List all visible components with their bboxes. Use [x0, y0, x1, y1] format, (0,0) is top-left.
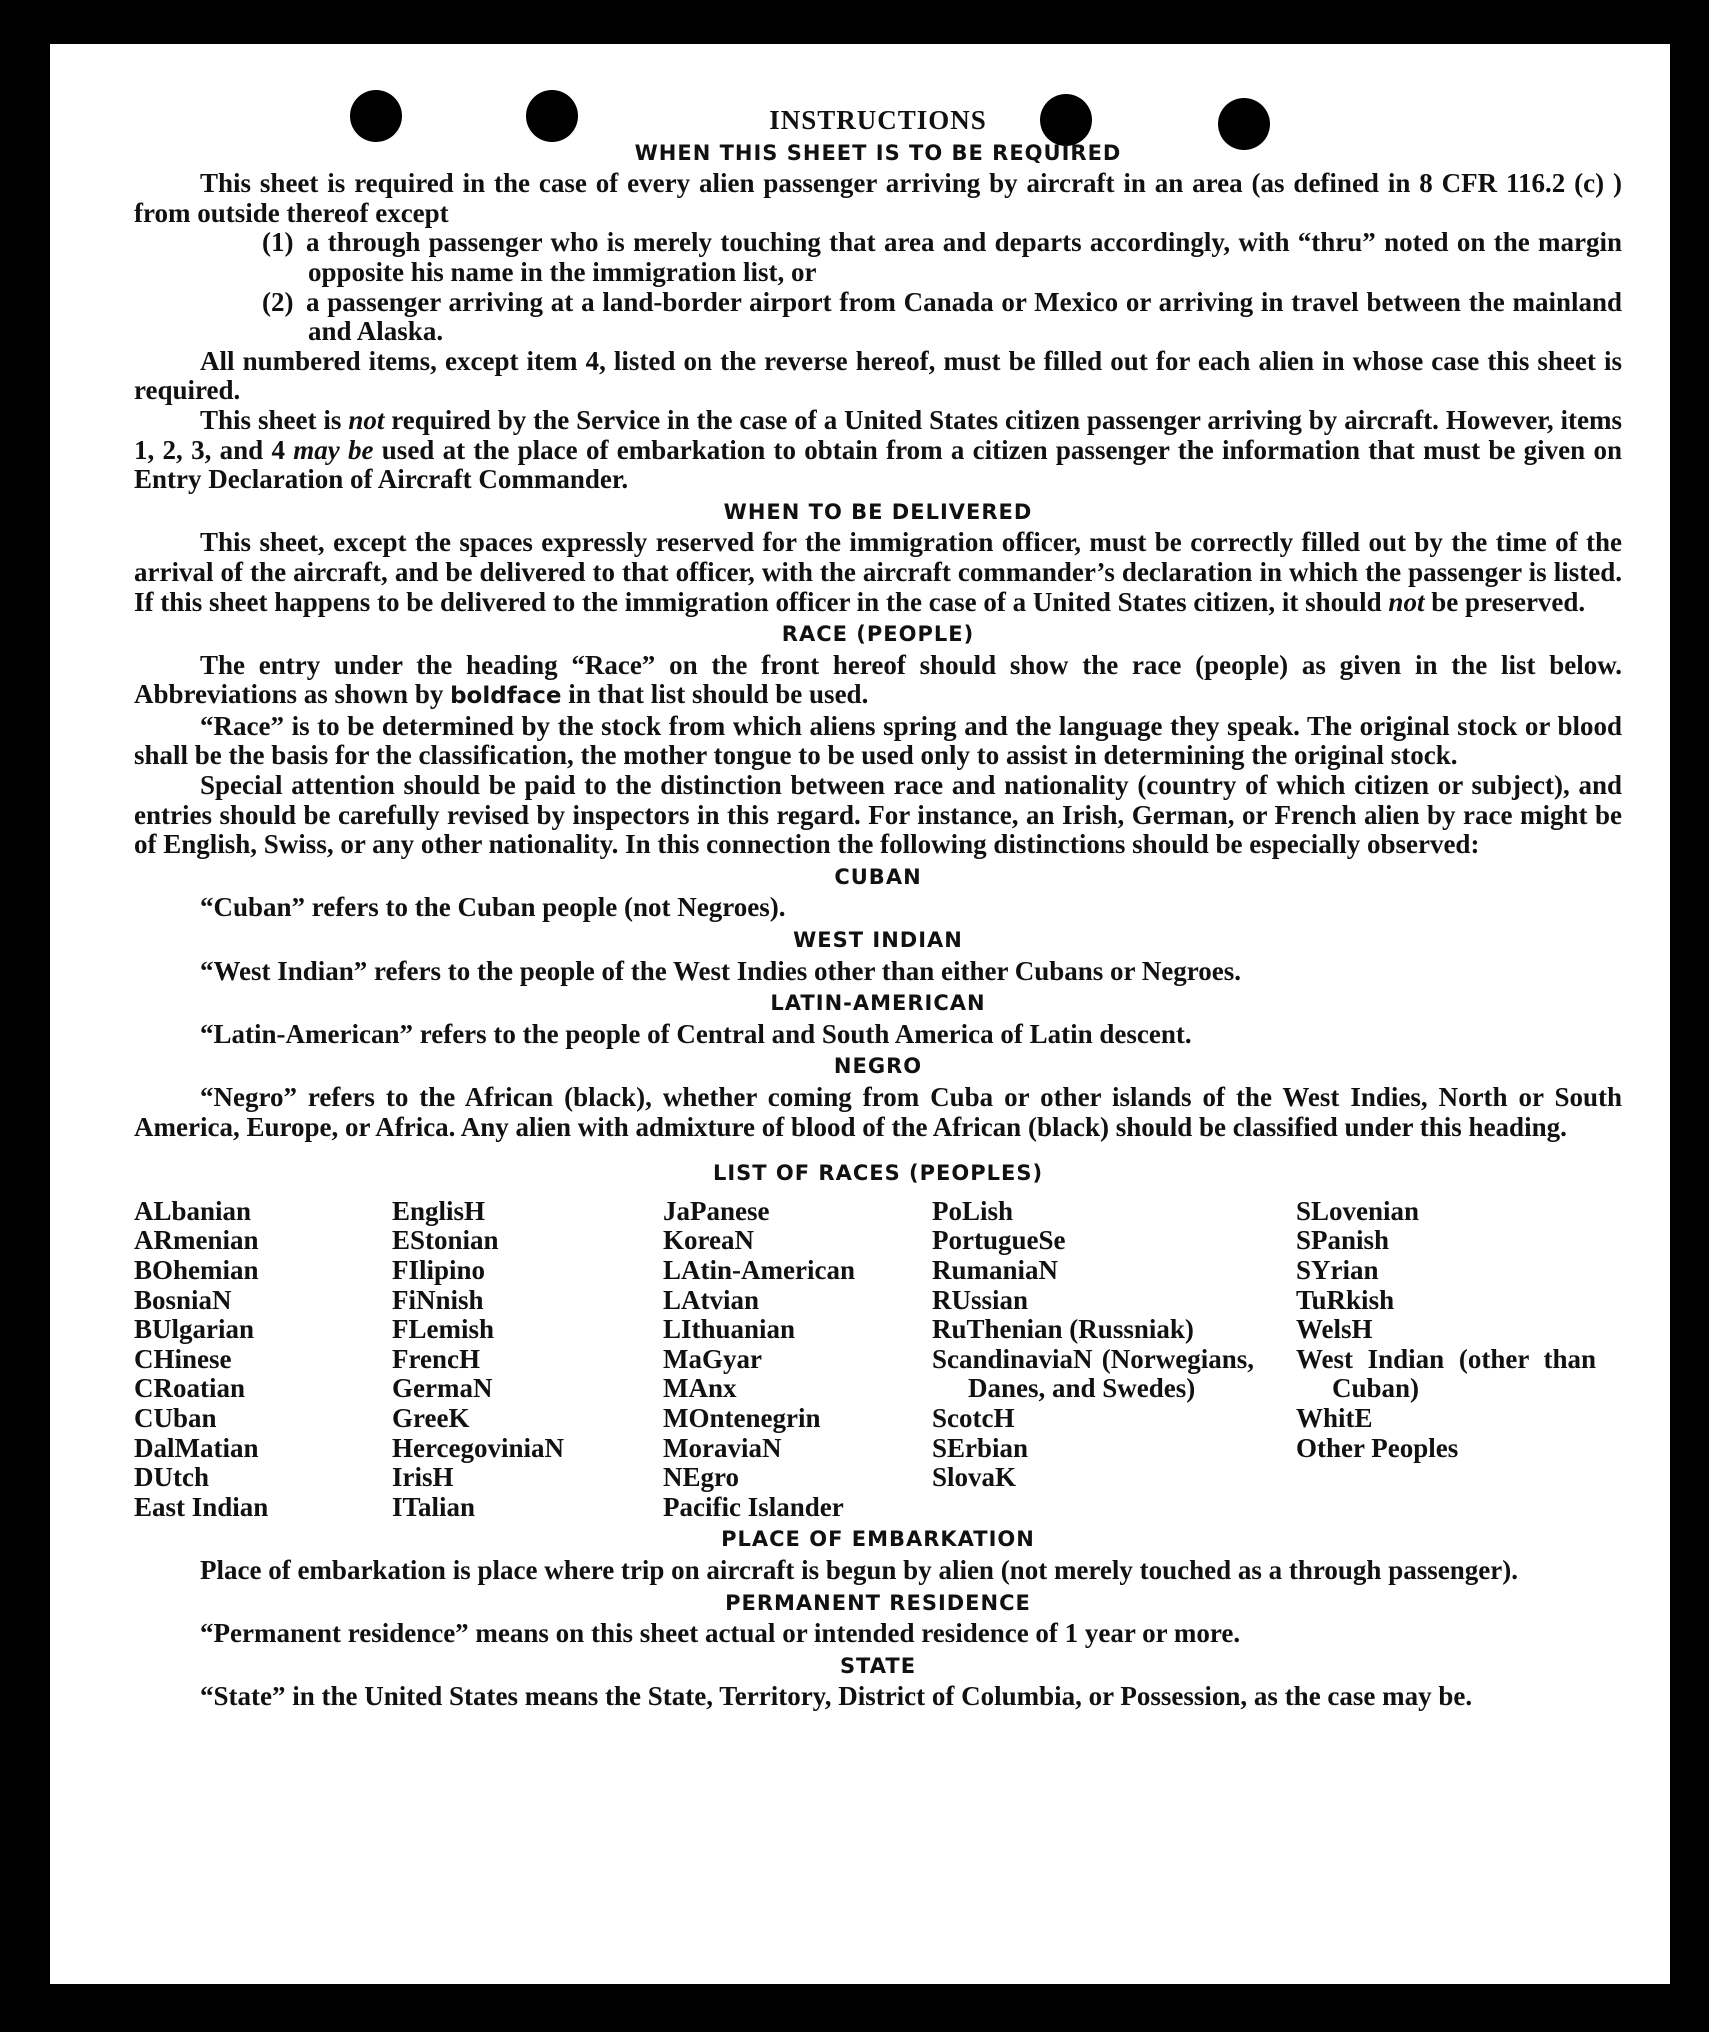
race-entry: JaPanese	[663, 1195, 770, 1226]
race-entry: LAtin-American	[663, 1254, 855, 1285]
paragraph: The entry under the heading “Race” on the front hereof should show the race (people) as given in the list below. Abbreviations as shown by boldface in that list should be used.	[134, 649, 1622, 710]
race-entry: BUlgarian	[134, 1314, 255, 1345]
paragraph: “Cuban” refers to the Cuban people (not Negroes).	[200, 892, 786, 923]
heading-when-required: WHEN THIS SHEET IS TO BE REQUIRED	[634, 140, 1122, 165]
heading-latin-american: LATIN-AMERICAN	[770, 991, 986, 1016]
race-entry: FiNnish	[392, 1284, 484, 1315]
race-entry: West Indian (other than Cuban)	[1296, 1343, 1596, 1404]
race-entry: CUban	[134, 1402, 217, 1433]
race-entry: SLovenian	[1296, 1195, 1420, 1226]
heading-when-delivered: WHEN TO BE DELIVERED	[723, 499, 1033, 524]
race-entry: WhitE	[1296, 1402, 1373, 1433]
race-entry: SPanish	[1296, 1225, 1390, 1256]
race-entry: KoreaN	[663, 1225, 754, 1256]
paragraph: All numbered items, except item 4, listed on the reverse hereof, must be filled out for each alien in whose case this sheet is required.	[134, 345, 1622, 406]
race-entry: LAtvian	[663, 1284, 760, 1315]
item-number: (1)	[262, 227, 294, 258]
paragraph: “Latin-American” refers to the people of Central and South America of Latin descent.	[200, 1018, 1192, 1049]
race-entry: Pacific Islander	[663, 1491, 844, 1522]
race-entry: BOhemian	[134, 1254, 259, 1285]
races-column	[932, 1197, 1254, 1523]
heading-race: RACE (PEOPLE)	[781, 622, 975, 647]
paragraph: This sheet is required in the case of every alien passenger arriving by aircraft in an area (as defined in 8 CFR 116.2 (c) ) from outside thereof except	[134, 168, 1622, 228]
list-item	[262, 288, 1622, 347]
races-column	[392, 1197, 663, 1523]
race-entry: DUtch	[134, 1462, 209, 1493]
page-title: INSTRUCTIONS	[769, 105, 987, 135]
race-entry: SYrian	[1296, 1254, 1379, 1285]
race-entry: SErbian	[932, 1432, 1029, 1463]
race-entry: NEgro	[663, 1462, 740, 1493]
paragraph: This sheet is not required by the Service in the case of a United States citizen passenger arriving by aircraft. However, items 1, 2, 3, and 4 may be used at the place of embarkation to obtain from a citizen passenger the information that must be given on Entry Declaration of Aircraft Commander.	[134, 404, 1622, 495]
race-entry: FrencH	[392, 1343, 480, 1374]
list-item	[262, 228, 1622, 287]
paragraph: “Race” is to be determined by the stock from which aliens spring and the language they speak. The original stock or blood shall be the basis for the classification, the mother tongue to be used only to assist in determining the original stock.	[134, 710, 1622, 771]
paragraph: “State” in the United States means the State, Territory, District of Columbia, or Possession, as the case may be.	[200, 1681, 1473, 1712]
race-entry: MAnx	[663, 1373, 737, 1404]
races-column	[663, 1197, 932, 1523]
paragraph: “West Indian” refers to the people of the West Indies other than either Cubans or Negroes.	[200, 955, 1242, 986]
race-entry: FLemish	[392, 1314, 495, 1345]
race-entry: ARmenian	[134, 1225, 259, 1256]
race-entry: LIthuanian	[663, 1314, 796, 1345]
race-entry: CRoatian	[134, 1373, 246, 1404]
item-text: a through passenger who is merely touching that area and departs accordingly, with “thru” noted on the margin opposite his name in the immigration list, or	[306, 227, 1622, 287]
race-entry: PoLish	[932, 1195, 1014, 1226]
race-entry: ScotcH	[932, 1402, 1015, 1433]
paragraph: This sheet, except the spaces expressly reserved for the immigration officer, must be correctly filled out by the time of the arrival of the aircraft, and be delivered to that officer, with the aircraft commander’s declaration in which the passenger is listed. If this sheet happens to be delivered to the immigration officer in the case of a United States citizen, it should not be preserved.	[134, 527, 1622, 617]
race-entry: EStonian	[392, 1225, 499, 1256]
heading-west-indian: WEST INDIAN	[793, 928, 963, 953]
race-entry: TuRkish	[1296, 1284, 1395, 1315]
race-entry: MoraviaN	[663, 1432, 782, 1463]
race-entry: IrisH	[392, 1462, 454, 1493]
race-entry: RUssian	[932, 1284, 1029, 1315]
race-entry: ALbanian	[134, 1195, 252, 1226]
heading-state: STATE	[839, 1653, 917, 1678]
heading-cuban: CUBAN	[834, 864, 922, 889]
race-entry: MaGyar	[663, 1343, 762, 1374]
race-entry: Other Peoples	[1296, 1432, 1459, 1463]
race-entry: EnglisH	[392, 1195, 486, 1226]
heading-negro: NEGRO	[833, 1054, 923, 1079]
instructions-content	[134, 102, 1622, 1712]
race-entry: RumaniaN	[932, 1254, 1059, 1285]
race-entry: SlovaK	[932, 1462, 1017, 1493]
race-entry: ITalian	[392, 1491, 476, 1522]
race-entry: GermaN	[392, 1373, 493, 1404]
item-text: a passenger arriving at a land-border airport from Canada or Mexico or arriving in travel between the mainland and Alaska.	[306, 286, 1622, 347]
heading-permanent-residence: PERMANENT RESIDENCE	[725, 1590, 1031, 1615]
race-entry: BosniaN	[134, 1284, 232, 1315]
race-entry: FIlipino	[392, 1254, 486, 1285]
paragraph: “Permanent residence” means on this sheet actual or intended residence of 1 year or more.	[200, 1618, 1241, 1649]
races-list	[134, 1197, 1622, 1523]
paragraph: Place of embarkation is place where trip on aircraft is begun by alien (not merely touched as a through passenger).	[200, 1554, 1518, 1585]
race-entry: GreeK	[392, 1402, 470, 1433]
race-entry: HercegoviniaN	[392, 1432, 564, 1463]
races-column	[1296, 1197, 1596, 1523]
race-entry: RuThenian (Russniak)	[932, 1314, 1194, 1345]
paragraph: “Negro” refers to the African (black), whether coming from Cuba or other islands of the West Indies, North or South America, Europe, or Africa. Any alien with admixture of blood of the African (black) should be classified under this heading.	[134, 1082, 1622, 1142]
race-entry: ScandinaviaN (Norwegians, Danes, and Swedes)	[932, 1343, 1254, 1404]
race-entry: East Indian	[134, 1491, 269, 1522]
paragraph: Special attention should be paid to the distinction between race and nationality (country of which citizen or subject), and entries should be carefully revised by inspectors in this regard. For instance, an Irish, German, or French alien by race might be of English, Swiss, or any other nationality. In this connection the following distinctions should be especially observed:	[134, 770, 1622, 860]
heading-embarkation: PLACE OF EMBARKATION	[721, 1527, 1035, 1552]
race-entry: MOntenegrin	[663, 1402, 821, 1433]
race-entry: CHinese	[134, 1343, 232, 1374]
item-number: (2)	[262, 286, 294, 317]
race-entry: WelsH	[1296, 1314, 1373, 1345]
races-column	[134, 1197, 392, 1523]
race-entry: PortugueSe	[932, 1225, 1066, 1256]
document-page	[50, 44, 1670, 1984]
heading-list-of-races: LIST OF RACES (PEOPLES)	[712, 1161, 1044, 1186]
race-entry: DalMatian	[134, 1432, 259, 1463]
